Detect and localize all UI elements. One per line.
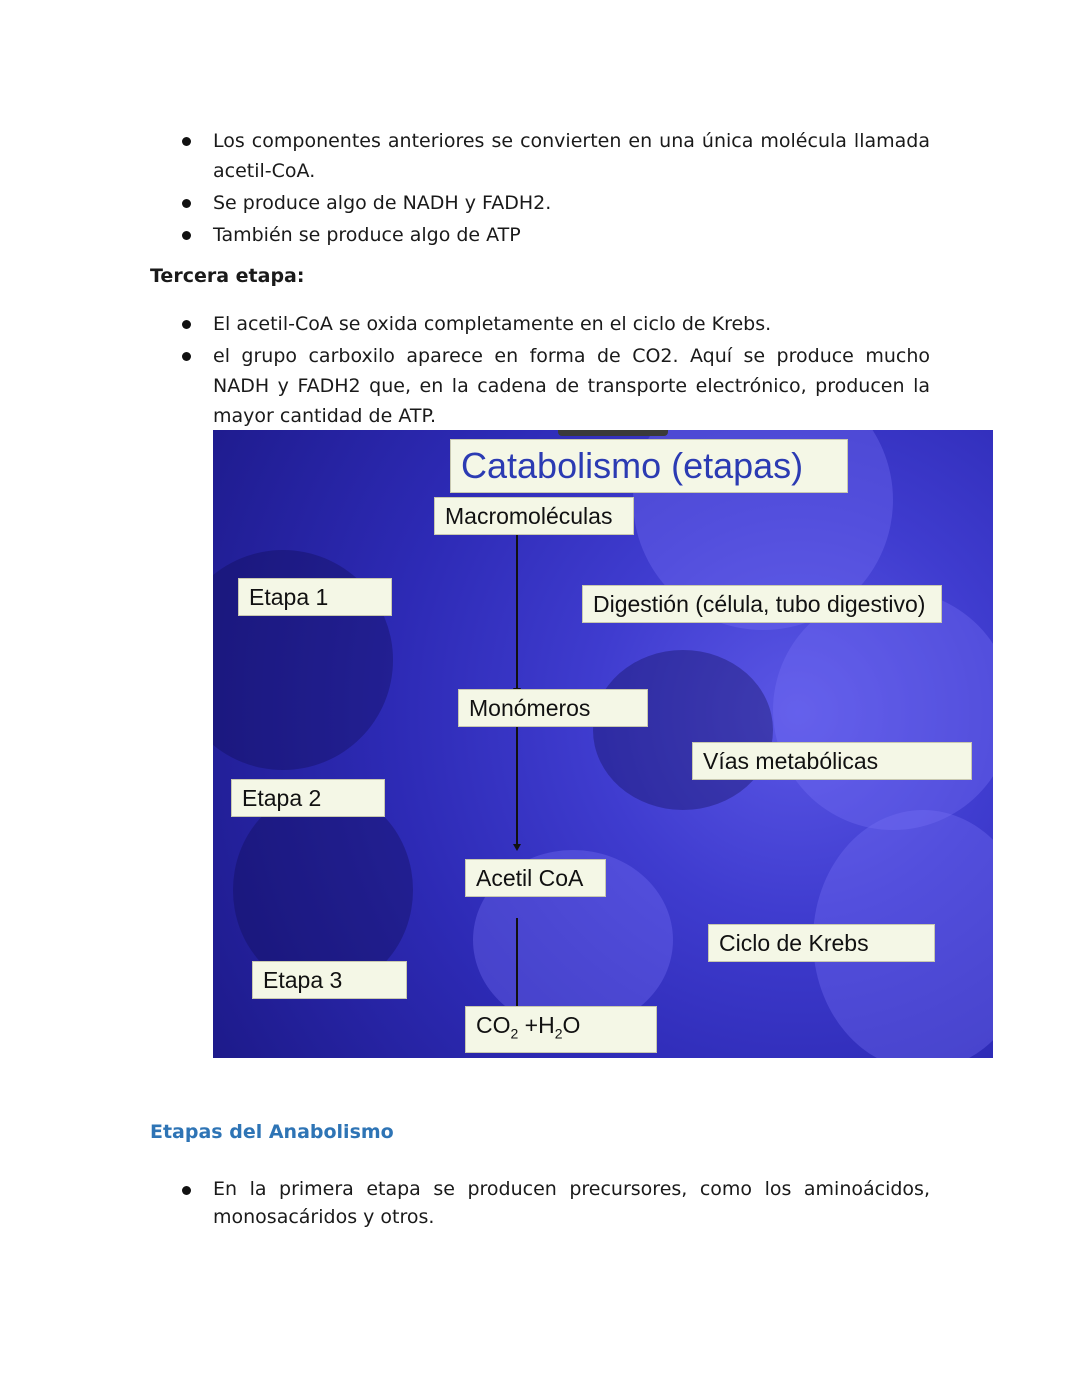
bullet-item: el grupo carboxilo aparece en forma de CO2. Aquí se produce mucho NADH y FADH2 que, en la cadena de transporte electrónico, producen la mayor cantidad de ATP. bbox=[150, 341, 930, 431]
stage-etapa-2: Etapa 2 bbox=[231, 779, 385, 817]
toolbar-overlay bbox=[558, 430, 668, 436]
stage-etapa-3: Etapa 3 bbox=[252, 961, 407, 999]
flow-macromoleculas: Macromoléculas bbox=[434, 497, 634, 535]
arrow-icon bbox=[513, 844, 521, 851]
process-ciclo-de-krebs: Ciclo de Krebs bbox=[708, 924, 935, 962]
bullet-item: Los componentes anteriores se convierten en una única molécula llamada acetil-CoA. bbox=[150, 126, 930, 186]
bullet-list-segunda-etapa bbox=[150, 126, 930, 250]
bullet-item: También se produce algo de ATP bbox=[150, 220, 930, 250]
process-vias-metabolicas: Vías metabólicas bbox=[692, 742, 972, 780]
bullet-list-tercera-etapa bbox=[150, 309, 930, 431]
flow-acetil-coa: Acetil CoA bbox=[465, 859, 606, 897]
bullet-list-anabolismo bbox=[150, 1175, 930, 1231]
heading-tercera-etapa: Tercera etapa: bbox=[150, 265, 305, 287]
heading-etapas-anabolismo: Etapas del Anabolismo bbox=[150, 1121, 394, 1143]
bullet-item: Se produce algo de NADH y FADH2. bbox=[150, 188, 930, 218]
flow-co2-h2o: $CO_2 +H_2O$ bbox=[465, 1006, 657, 1053]
stage-etapa-1: Etapa 1 bbox=[238, 578, 392, 616]
bullet-item: El acetil-CoA se oxida completamente en el ciclo de Krebs. bbox=[150, 309, 930, 339]
slide-title: Catabolismo (etapas) bbox=[450, 439, 848, 493]
flow-monomeros: Monómeros bbox=[458, 689, 648, 727]
process-digestion: Digestión (célula, tubo digestivo) bbox=[582, 585, 942, 623]
bullet-item: En la primera etapa se producen precursores, como los aminoácidos, monosacáridos y otros. bbox=[150, 1175, 930, 1231]
catabolismo-slide-image bbox=[213, 430, 993, 1058]
